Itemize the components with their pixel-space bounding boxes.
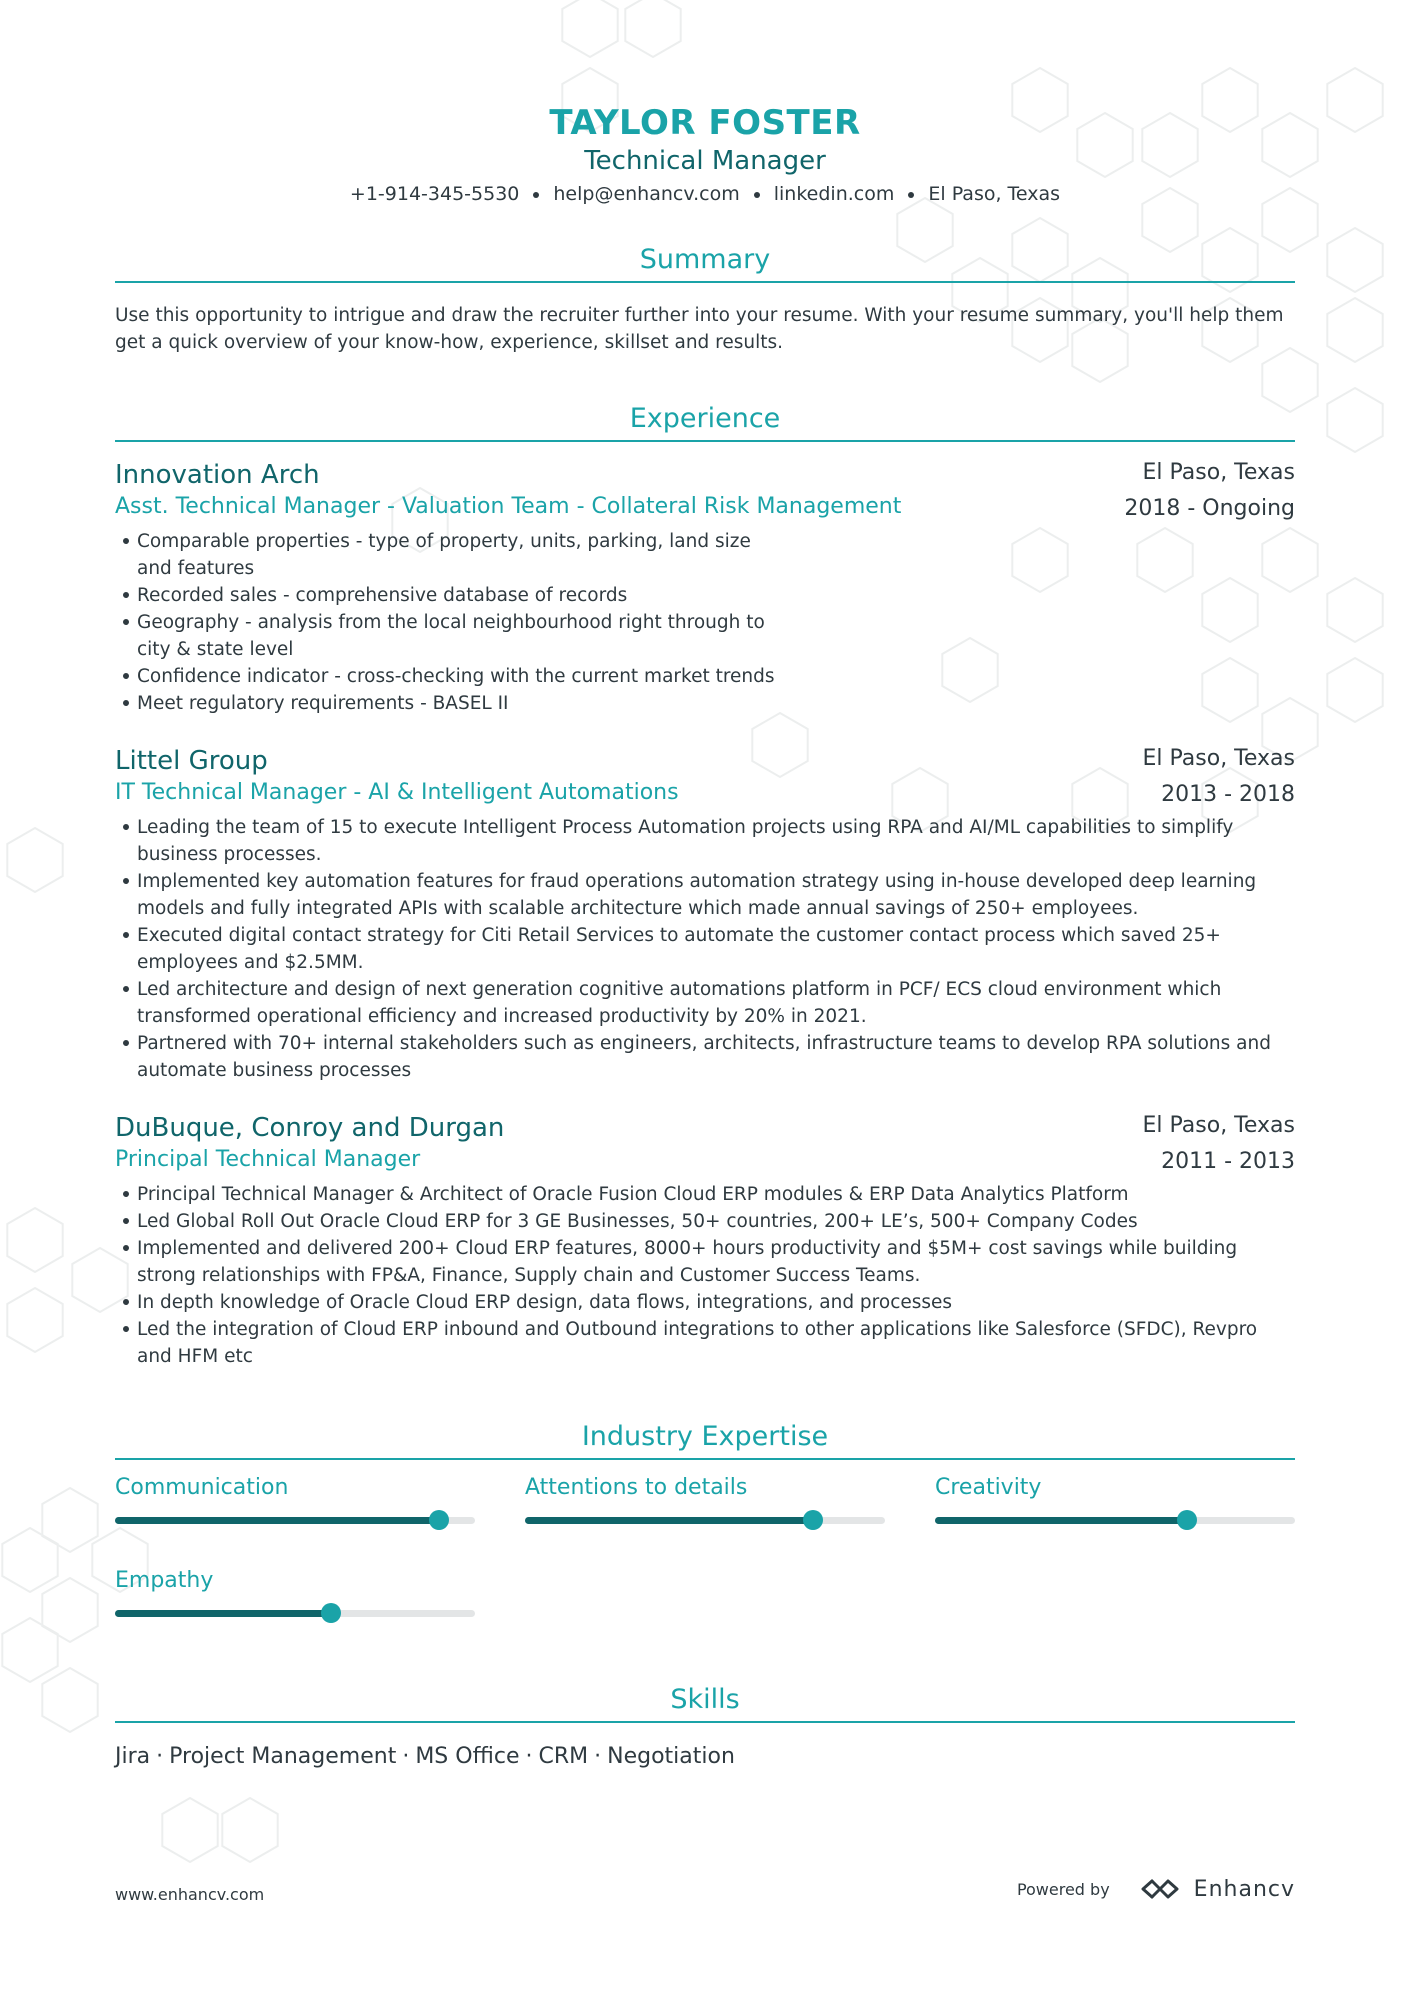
hexagon-decoration <box>7 1208 62 1272</box>
job-bullets <box>115 1181 1295 1370</box>
expertise-heading: Industry Expertise <box>115 1420 1295 1460</box>
separator-dot <box>533 192 539 198</box>
hexagon-decoration <box>42 1668 97 1732</box>
list-item: Led the integration of Cloud ERP inbound and Outbound integrations to other applications like Salesforce (SFDC), Revpro and HFM etc <box>115 1316 1295 1370</box>
experience-heading: Experience <box>115 402 1295 442</box>
expertise-knob <box>321 1603 341 1623</box>
job-title: IT Technical Manager - AI & Intelligent Automations <box>115 780 679 805</box>
job-title: Asst. Technical Manager - Valuation Team - Collateral Risk Management <box>115 494 902 519</box>
phone[interactable]: +1-914-345-5530 <box>349 183 520 205</box>
expertise-item <box>935 1473 1295 1524</box>
powered-by-label: Powered by <box>1016 1879 1110 1899</box>
expertise-knob <box>1177 1510 1197 1530</box>
separator-dot: · <box>402 1744 410 1769</box>
skill-tag: Project Management <box>169 1744 397 1769</box>
expertise-knob <box>803 1510 823 1530</box>
job-location: El Paso, Texas <box>1142 1113 1295 1138</box>
job-bullets <box>115 814 1295 1084</box>
skill-tag: Jira <box>115 1744 151 1769</box>
expertise-bar <box>115 1517 475 1524</box>
hexagon-decoration <box>42 1578 97 1642</box>
enhancv-logo-icon <box>1136 1876 1184 1902</box>
expertise-item <box>525 1473 885 1524</box>
hexagon-decoration <box>562 0 617 57</box>
job-title: Principal Technical Manager <box>115 1147 421 1172</box>
hexagon-decoration <box>1327 388 1382 452</box>
list-item: Implemented key automation features for fraud operations automation strategy using in-house developed deep learning models and fully integrated APIs with scalable architecture which made annual savings of 250+ employees. <box>115 868 1295 922</box>
hexagon-decoration <box>625 0 680 57</box>
list-item: Executed digital contact strategy for Citi Retail Services to automate the customer contact process which saved 25+ employees and $2.5MM. <box>115 922 1295 976</box>
expertise-bar-fill <box>525 1517 813 1524</box>
expertise-item <box>115 1473 475 1524</box>
job-entry <box>115 1111 1295 1370</box>
candidate-role: Technical Manager <box>584 146 826 176</box>
expertise-bar <box>115 1610 475 1617</box>
enhancv-brand: Enhancv <box>1193 1876 1295 1902</box>
job-dates: 2018 - Ongoing <box>1124 496 1295 521</box>
location: El Paso, Texas <box>928 183 1061 205</box>
job-company: Littel Group <box>115 746 268 776</box>
list-item: Led architecture and design of next generation cognitive automations platform in PCF/ ECS cloud environment which transformed operational efficiency and increased productivity by 20% in 2021. <box>115 976 1295 1030</box>
hexagon-decoration <box>1327 68 1382 132</box>
expertise-label: Communication <box>115 1475 289 1500</box>
expertise-label: Creativity <box>935 1475 1042 1500</box>
hexagon-decoration <box>222 1798 277 1862</box>
footer-branding <box>1017 1876 1295 1902</box>
expertise-item <box>115 1566 475 1617</box>
job-company: Innovation Arch <box>115 460 320 490</box>
separator-dot <box>908 192 914 198</box>
hexagon-decoration <box>2 1528 57 1592</box>
list-item: Led Global Roll Out Oracle Cloud ERP for 3 GE Businesses, 50+ countries, 200+ LE’s, 500+ Company Codes <box>115 1208 1295 1235</box>
expertise-bar-fill <box>115 1610 331 1617</box>
separator-dot: · <box>594 1744 602 1769</box>
hexagon-decoration <box>1327 298 1382 362</box>
list-item: Geography - analysis from the local neighbourhood right through to city & state level <box>115 609 797 663</box>
list-item: Partnered with 70+ internal stakeholders such as engineers, architects, infrastructure teams to develop RPA solutions and automate business processes <box>115 1030 1295 1084</box>
hexagon-decoration <box>7 1288 62 1352</box>
footer-website[interactable]: www.enhancv.com <box>115 1885 265 1904</box>
skill-tag: CRM <box>538 1744 589 1769</box>
resume-header <box>115 102 1295 208</box>
list-item: Principal Technical Manager & Architect of Oracle Fusion Cloud ERP modules & ERP Data Analytics Platform <box>115 1181 1295 1208</box>
hexagon-decoration <box>1327 228 1382 292</box>
hexagon-decoration <box>7 828 62 892</box>
separator-dot: · <box>156 1744 164 1769</box>
summary-text: Use this opportunity to intrigue and draw the recruiter further into your resume. With your resume summary, you'll help them get a quick overview of your know-how, experience, skillset and results. <box>115 305 1284 353</box>
list-item: Meet regulatory requirements - BASEL II <box>115 690 1295 717</box>
list-item: Recorded sales - comprehensive database of records <box>115 582 1295 609</box>
expertise-bar <box>525 1517 885 1524</box>
hexagon-decoration <box>1327 578 1382 642</box>
expertise-bar-fill <box>115 1517 439 1524</box>
hexagon-decoration <box>2 1618 57 1682</box>
job-entry <box>115 744 1295 1084</box>
linkedin[interactable]: linkedin.com <box>773 183 895 205</box>
summary-heading: Summary <box>115 243 1295 283</box>
email[interactable]: help@enhancv.com <box>553 183 740 205</box>
expertise-label: Empathy <box>115 1568 214 1593</box>
job-entry <box>115 458 1295 717</box>
job-location: El Paso, Texas <box>1142 460 1295 485</box>
hexagon-decoration <box>162 1798 217 1862</box>
hexagon-decoration <box>1327 658 1382 722</box>
candidate-name: TAYLOR FOSTER <box>549 103 861 143</box>
skills-list <box>115 1742 735 1772</box>
skill-tag: Negotiation <box>607 1744 735 1769</box>
job-bullets <box>115 528 1295 717</box>
expertise-knob <box>429 1510 449 1530</box>
contact-line <box>115 180 1295 208</box>
job-company: DuBuque, Conroy and Durgan <box>115 1113 505 1143</box>
skill-tag: MS Office <box>415 1744 520 1769</box>
skills-heading: Skills <box>115 1683 1295 1723</box>
list-item: In depth knowledge of Oracle Cloud ERP design, data flows, integrations, and processes <box>115 1289 1295 1316</box>
job-dates: 2013 - 2018 <box>1161 782 1295 807</box>
separator-dot: · <box>525 1744 533 1769</box>
separator-dot <box>754 192 760 198</box>
list-item: Confidence indicator - cross-checking with the current market trends <box>115 663 1295 690</box>
list-item: Leading the team of 15 to execute Intelligent Process Automation projects using RPA and AI/ML capabilities to simplify business processes. <box>115 814 1295 868</box>
expertise-label: Attentions to details <box>525 1475 748 1500</box>
job-dates: 2011 - 2013 <box>1161 1149 1295 1174</box>
list-item: Implemented and delivered 200+ Cloud ERP features, 8000+ hours productivity and $5M+ cost savings while building strong relationships with FP&A, Finance, Supply chain and Customer Success Teams. <box>115 1235 1295 1289</box>
list-item: Comparable properties - type of property, units, parking, land size and features <box>115 528 777 582</box>
job-location: El Paso, Texas <box>1142 746 1295 771</box>
hexagon-decoration <box>42 1488 97 1552</box>
expertise-bar-fill <box>935 1517 1187 1524</box>
expertise-bar <box>935 1517 1295 1524</box>
